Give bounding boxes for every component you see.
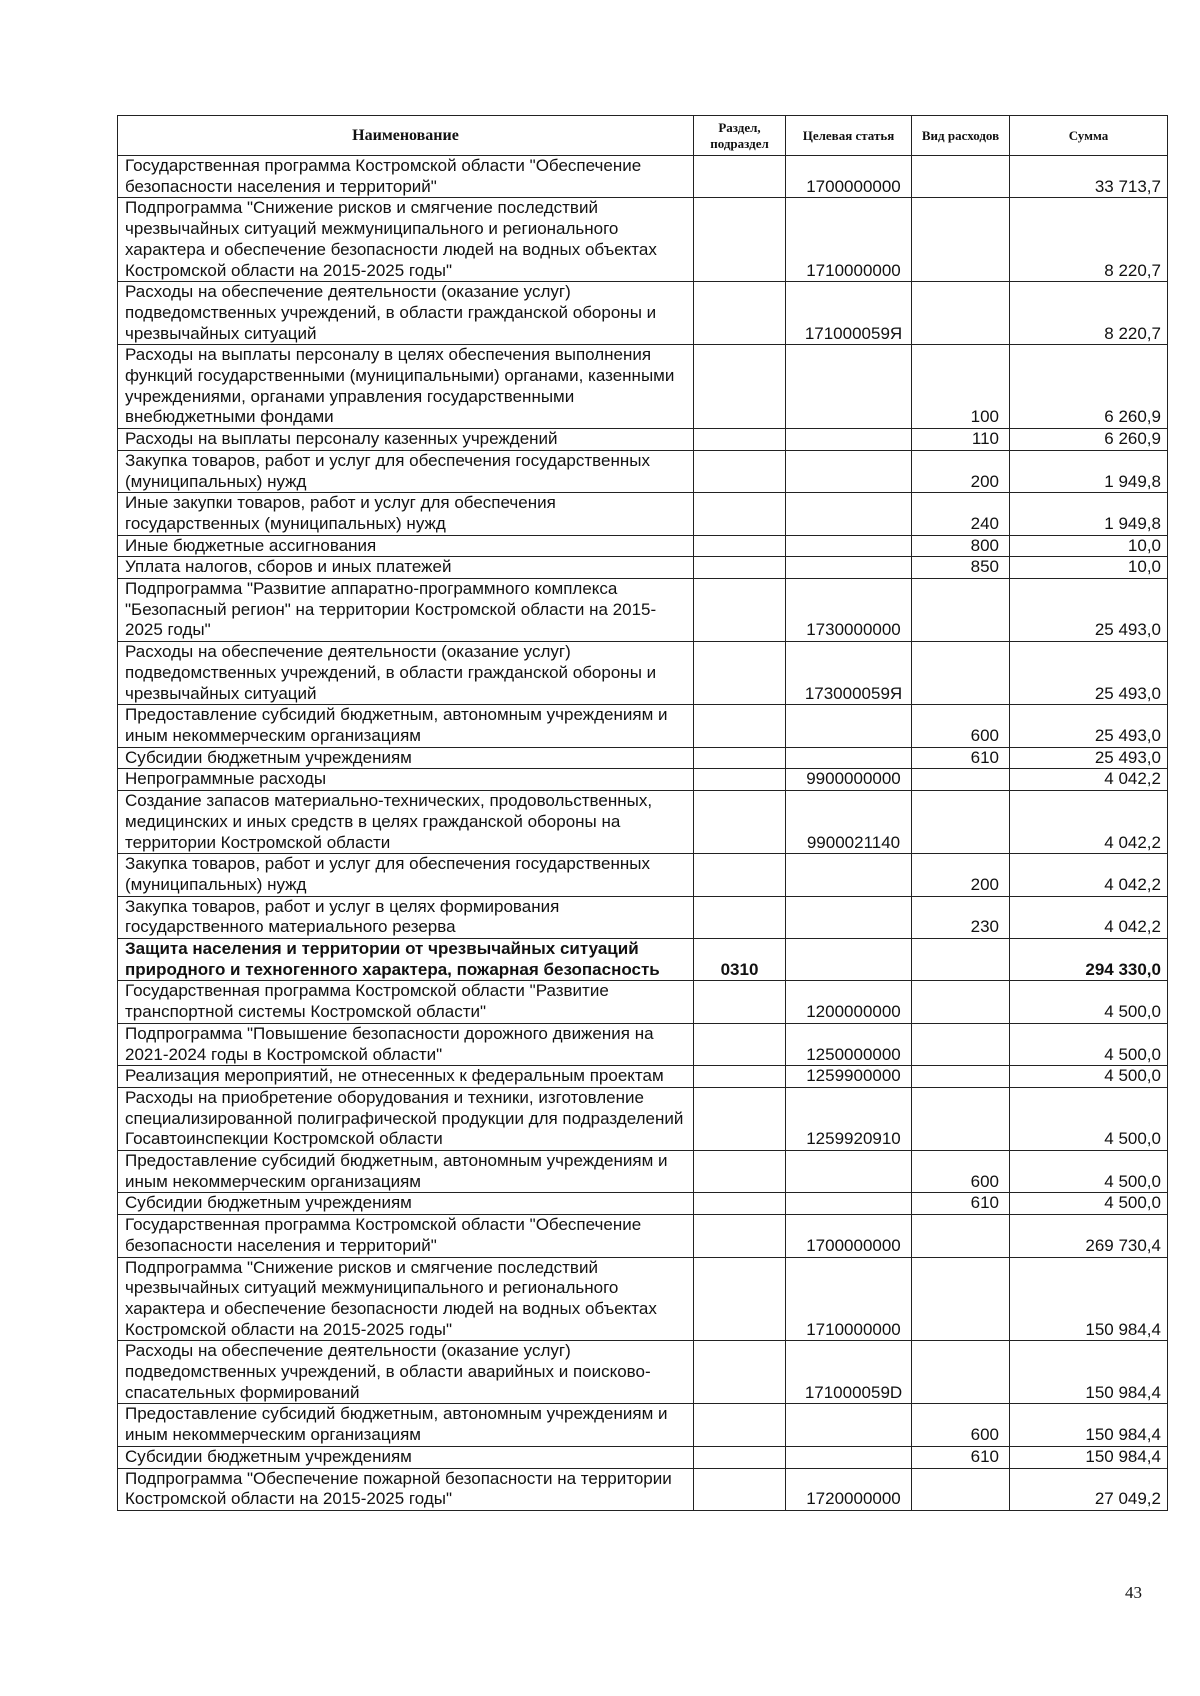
cell-summa: 1 949,8 (1010, 493, 1168, 535)
cell-summa: 294 330,0 (1010, 939, 1168, 981)
cell-razdel (694, 747, 786, 769)
cell-celevaya: 1259900000 (786, 1066, 912, 1088)
cell-celevaya (786, 1404, 912, 1446)
cell-celevaya: 1250000000 (786, 1023, 912, 1065)
cell-razdel (694, 705, 786, 747)
cell-razdel (694, 1215, 786, 1257)
cell-name: Подпрограмма "Повышение безопасности дорожного движения на 2021-2024 годы в Костромской области" (118, 1023, 694, 1065)
table-row (118, 747, 1168, 769)
cell-name: Иные бюджетные ассигнования (118, 535, 694, 557)
cell-celevaya (786, 450, 912, 492)
cell-razdel (694, 896, 786, 938)
cell-celevaya (786, 429, 912, 451)
cell-summa: 4 042,2 (1010, 896, 1168, 938)
table-row (118, 345, 1168, 429)
page-number: 43 (1125, 1583, 1142, 1602)
table-row (118, 1404, 1168, 1446)
cell-celevaya (786, 896, 912, 938)
cell-razdel (694, 1446, 786, 1468)
cell-summa: 150 984,4 (1010, 1404, 1168, 1446)
cell-name: Расходы на обеспечение деятельности (оказание услуг) подведомственных учреждений, в области гражданской обороны и чрезвычайных ситуаций (118, 642, 694, 705)
table-row (118, 1215, 1168, 1257)
cell-name: Создание запасов материально-технических, продовольственных, медицинских и иных средств в целях гражданской обороны на территории Костромской области (118, 791, 694, 854)
cell-summa: 4 500,0 (1010, 1087, 1168, 1150)
cell-summa: 150 984,4 (1010, 1341, 1168, 1404)
cell-vid (912, 198, 1010, 282)
cell-summa: 150 984,4 (1010, 1257, 1168, 1341)
table-row (118, 557, 1168, 579)
cell-razdel (694, 1257, 786, 1341)
cell-razdel (694, 1023, 786, 1065)
cell-celevaya (786, 557, 912, 579)
cell-celevaya (786, 705, 912, 747)
header-vid: Вид расходов (912, 116, 1010, 156)
cell-vid (912, 939, 1010, 981)
cell-name: Предоставление субсидий бюджетным, автономным учреждениям и иным некоммерческим организациям (118, 1404, 694, 1446)
cell-razdel (694, 345, 786, 429)
cell-vid (912, 579, 1010, 642)
cell-name: Непрограммные расходы (118, 769, 694, 791)
cell-vid: 850 (912, 557, 1010, 579)
cell-celevaya: 9900000000 (786, 769, 912, 791)
cell-summa: 4 042,2 (1010, 854, 1168, 896)
cell-celevaya: 1720000000 (786, 1468, 912, 1510)
table-row (118, 450, 1168, 492)
cell-celevaya: 1200000000 (786, 981, 912, 1023)
cell-vid (912, 769, 1010, 791)
table-row (118, 1468, 1168, 1510)
cell-celevaya: 9900021140 (786, 791, 912, 854)
cell-vid: 610 (912, 1446, 1010, 1468)
cell-name: Расходы на обеспечение деятельности (оказание услуг) подведомственных учреждений, в области аварийных и поисково-спасательных формирований (118, 1341, 694, 1404)
cell-celevaya: 1700000000 (786, 1215, 912, 1257)
table-row (118, 1257, 1168, 1341)
cell-name: Уплата налогов, сборов и иных платежей (118, 557, 694, 579)
cell-vid: 200 (912, 854, 1010, 896)
cell-summa: 4 500,0 (1010, 981, 1168, 1023)
table-row (118, 156, 1168, 198)
cell-celevaya (786, 535, 912, 557)
cell-vid: 110 (912, 429, 1010, 451)
cell-vid (912, 642, 1010, 705)
cell-vid (912, 1087, 1010, 1150)
cell-summa: 269 730,4 (1010, 1215, 1168, 1257)
cell-vid: 600 (912, 1404, 1010, 1446)
cell-razdel (694, 1087, 786, 1150)
cell-name: Предоставление субсидий бюджетным, автономным учреждениям и иным некоммерческим организациям (118, 705, 694, 747)
cell-razdel (694, 642, 786, 705)
cell-name: Предоставление субсидий бюджетным, автономным учреждениям и иным некоммерческим организациям (118, 1151, 694, 1193)
table-row (118, 198, 1168, 282)
table-row (118, 791, 1168, 854)
cell-razdel (694, 282, 786, 345)
cell-summa: 4 500,0 (1010, 1066, 1168, 1088)
cell-razdel (694, 535, 786, 557)
cell-name: Подпрограмма "Снижение рисков и смягчение последствий чрезвычайных ситуаций межмуниципального и регионального характера и обеспечение безопасности людей на водных объектах Костромской области на 2015-2025 годы" (118, 198, 694, 282)
table-row (118, 1446, 1168, 1468)
table-row (118, 1023, 1168, 1065)
cell-vid: 610 (912, 1193, 1010, 1215)
cell-summa: 4 500,0 (1010, 1193, 1168, 1215)
cell-razdel (694, 791, 786, 854)
table-row (118, 493, 1168, 535)
cell-summa: 6 260,9 (1010, 345, 1168, 429)
table-body (118, 156, 1168, 1511)
table-row (118, 642, 1168, 705)
cell-vid (912, 1215, 1010, 1257)
cell-name: Защита населения и территории от чрезвычайных ситуаций природного и техногенного характера, пожарная безопасность (118, 939, 694, 981)
cell-razdel (694, 198, 786, 282)
cell-name: Государственная программа Костромской области "Обеспечение безопасности населения и территорий" (118, 156, 694, 198)
table-row (118, 705, 1168, 747)
cell-name: Закупка товаров, работ и услуг в целях формирования государственного материального резерва (118, 896, 694, 938)
cell-celevaya: 1730000000 (786, 579, 912, 642)
cell-vid (912, 282, 1010, 345)
cell-summa: 33 713,7 (1010, 156, 1168, 198)
table-row (118, 535, 1168, 557)
cell-vid: 610 (912, 747, 1010, 769)
table-row (118, 1341, 1168, 1404)
cell-name: Подпрограмма "Развитие аппаратно-программного комплекса "Безопасный регион" на территории Костромской области на 2015-2025 годы" (118, 579, 694, 642)
cell-celevaya (786, 854, 912, 896)
cell-summa: 25 493,0 (1010, 747, 1168, 769)
cell-celevaya (786, 1446, 912, 1468)
cell-celevaya (786, 493, 912, 535)
cell-celevaya: 1700000000 (786, 156, 912, 198)
cell-razdel (694, 1193, 786, 1215)
cell-name: Субсидии бюджетным учреждениям (118, 1193, 694, 1215)
cell-celevaya (786, 345, 912, 429)
cell-celevaya: 171000059D (786, 1341, 912, 1404)
cell-summa: 25 493,0 (1010, 579, 1168, 642)
table-row (118, 854, 1168, 896)
cell-summa: 6 260,9 (1010, 429, 1168, 451)
cell-razdel: 0310 (694, 939, 786, 981)
cell-celevaya: 1259920910 (786, 1087, 912, 1150)
cell-razdel (694, 1066, 786, 1088)
cell-vid (912, 981, 1010, 1023)
cell-razdel (694, 981, 786, 1023)
table-row (118, 769, 1168, 791)
cell-razdel (694, 557, 786, 579)
cell-celevaya: 1710000000 (786, 1257, 912, 1341)
cell-name: Подпрограмма "Снижение рисков и смягчение последствий чрезвычайных ситуаций межмуниципального и регионального характера и обеспечение безопасности людей на водных объектах Костромской области на 2015-2025 годы" (118, 1257, 694, 1341)
cell-vid: 240 (912, 493, 1010, 535)
cell-razdel (694, 429, 786, 451)
cell-celevaya (786, 1193, 912, 1215)
cell-name: Иные закупки товаров, работ и услуг для обеспечения государственных (муниципальных) нужд (118, 493, 694, 535)
cell-razdel (694, 579, 786, 642)
cell-vid (912, 1468, 1010, 1510)
table-row (118, 282, 1168, 345)
cell-vid: 100 (912, 345, 1010, 429)
cell-name: Закупка товаров, работ и услуг для обеспечения государственных (муниципальных) нужд (118, 854, 694, 896)
cell-celevaya: 173000059Я (786, 642, 912, 705)
cell-celevaya (786, 1151, 912, 1193)
table-row (118, 1193, 1168, 1215)
table-row (118, 429, 1168, 451)
table-row (118, 939, 1168, 981)
header-razdel: Раздел, подраздел (694, 116, 786, 156)
cell-summa: 10,0 (1010, 557, 1168, 579)
header-summa: Сумма (1010, 116, 1168, 156)
cell-name: Государственная программа Костромской области "Обеспечение безопасности населения и территорий" (118, 1215, 694, 1257)
table-row (118, 1151, 1168, 1193)
cell-razdel (694, 1151, 786, 1193)
cell-name: Субсидии бюджетным учреждениям (118, 1446, 694, 1468)
cell-summa: 10,0 (1010, 535, 1168, 557)
cell-razdel (694, 156, 786, 198)
cell-summa: 8 220,7 (1010, 282, 1168, 345)
cell-name: Расходы на выплаты персоналу в целях обеспечения выполнения функций государственными (муниципальными) органами, казенными учреждениями, органами управления государственными внебюджетными фондами (118, 345, 694, 429)
cell-name: Государственная программа Костромской области "Развитие транспортной системы Костромской области" (118, 981, 694, 1023)
cell-razdel (694, 1468, 786, 1510)
table-header-row (118, 116, 1168, 156)
cell-vid (912, 1257, 1010, 1341)
cell-vid (912, 1341, 1010, 1404)
cell-razdel (694, 1404, 786, 1446)
cell-vid: 600 (912, 1151, 1010, 1193)
cell-summa: 150 984,4 (1010, 1446, 1168, 1468)
cell-summa: 27 049,2 (1010, 1468, 1168, 1510)
cell-name: Подпрограмма "Обеспечение пожарной безопасности на территории Костромской области на 2015-2025 годы" (118, 1468, 694, 1510)
cell-celevaya (786, 747, 912, 769)
cell-name: Субсидии бюджетным учреждениям (118, 747, 694, 769)
cell-name: Закупка товаров, работ и услуг для обеспечения государственных (муниципальных) нужд (118, 450, 694, 492)
cell-vid: 600 (912, 705, 1010, 747)
cell-celevaya: 171000059Я (786, 282, 912, 345)
cell-razdel (694, 1341, 786, 1404)
cell-summa: 4 500,0 (1010, 1023, 1168, 1065)
cell-razdel (694, 854, 786, 896)
cell-name: Расходы на приобретение оборудования и техники, изготовление специализированной полиграфической продукции для подразделений Госавтоинспекции Костромской области (118, 1087, 694, 1150)
cell-vid: 230 (912, 896, 1010, 938)
cell-summa: 4 042,2 (1010, 769, 1168, 791)
cell-vid (912, 1066, 1010, 1088)
header-celevaya: Целевая статья (786, 116, 912, 156)
cell-vid (912, 1023, 1010, 1065)
cell-celevaya (786, 939, 912, 981)
cell-summa: 8 220,7 (1010, 198, 1168, 282)
table-row (118, 1087, 1168, 1150)
cell-summa: 25 493,0 (1010, 642, 1168, 705)
cell-name: Расходы на выплаты персоналу казенных учреждений (118, 429, 694, 451)
cell-razdel (694, 769, 786, 791)
cell-vid: 200 (912, 450, 1010, 492)
budget-table (117, 115, 1168, 1511)
cell-razdel (694, 493, 786, 535)
cell-razdel (694, 450, 786, 492)
table-row (118, 896, 1168, 938)
cell-summa: 4 042,2 (1010, 791, 1168, 854)
cell-vid: 800 (912, 535, 1010, 557)
cell-name: Расходы на обеспечение деятельности (оказание услуг) подведомственных учреждений, в области гражданской обороны и чрезвычайных ситуаций (118, 282, 694, 345)
table-row (118, 1066, 1168, 1088)
cell-vid (912, 791, 1010, 854)
cell-summa: 25 493,0 (1010, 705, 1168, 747)
header-name: Наименование (118, 116, 694, 156)
cell-celevaya: 1710000000 (786, 198, 912, 282)
table-row (118, 579, 1168, 642)
table-row (118, 981, 1168, 1023)
cell-vid (912, 156, 1010, 198)
cell-name: Реализация мероприятий, не отнесенных к федеральным проектам (118, 1066, 694, 1088)
cell-summa: 1 949,8 (1010, 450, 1168, 492)
cell-summa: 4 500,0 (1010, 1151, 1168, 1193)
